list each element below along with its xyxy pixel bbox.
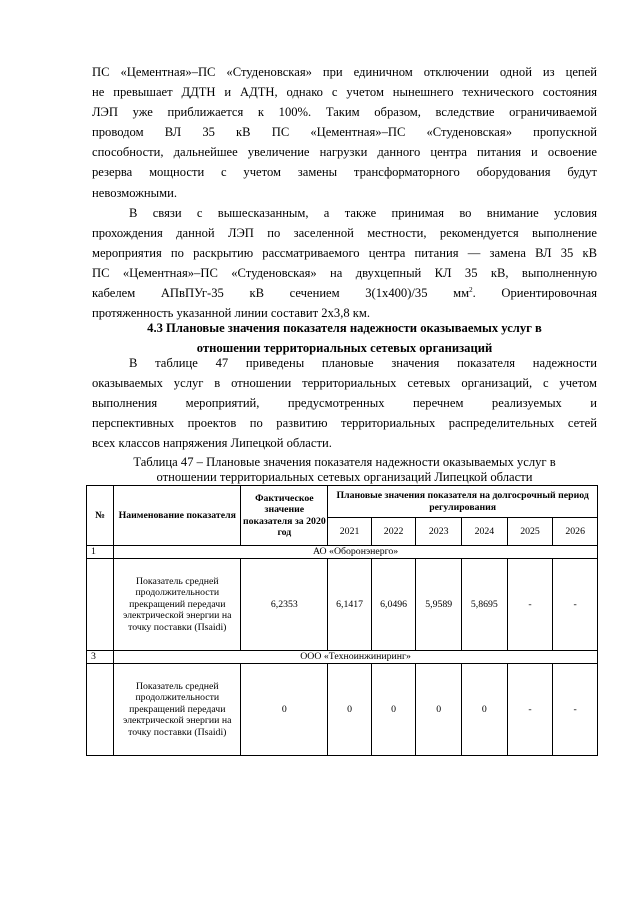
group-row xyxy=(87,651,598,664)
header-name: Наименование показателя xyxy=(114,486,241,546)
planned-value: 6,1417 xyxy=(328,559,371,651)
group-number: 1 xyxy=(87,546,114,559)
text-line: проводом ВЛ 35 кВ ПС «Цементная»–ПС «Студеновская» пропускной xyxy=(92,125,597,140)
text-fragment: кабелем АПвПУг-35 кВ сечением 3(1х400)/35 мм xyxy=(92,286,470,301)
text-line: оказываемых услуг в отношении территориальных сетевых организаций, с учетом xyxy=(92,376,597,391)
text-line: мероприятия по раскрытию рассматриваемого центра питания — замена ВЛ 35 кВ xyxy=(92,246,597,261)
text-line: В таблице 47 приведены плановые значения показателя надежности xyxy=(129,356,597,370)
organization-name: ООО «Техноинжиниринг» xyxy=(114,651,598,664)
text-line: способности, дальнейшее увеличение нагрузки данного центра питания и освоение xyxy=(92,145,597,160)
group-number: 3 xyxy=(87,651,114,664)
text-line: всех классов напряжения Липецкой области. xyxy=(92,436,332,451)
header-year: 2024 xyxy=(462,518,508,546)
table-row xyxy=(87,664,598,756)
planned-value: - xyxy=(553,559,598,651)
header-planned: Плановые значения показателя на долгосрочный период регулирования xyxy=(328,486,598,518)
text-fragment: . Ориентировочная xyxy=(472,286,597,301)
text-line: выполнения мероприятий, предусмотренных перечнем реализуемых и xyxy=(92,396,597,411)
organization-name: АО «Оборонэнерго» xyxy=(114,546,598,559)
header-year: 2022 xyxy=(371,518,416,546)
indicator-name: Показатель средней продолжительности прекращений передачи электрической энергии на точку поставки (Пsaidi) xyxy=(114,559,241,651)
table-row xyxy=(87,559,598,651)
text-line: ЛЭП уже приближается к 100%. Таким образом, вследствие ограничиваемой xyxy=(92,105,597,120)
paragraph-1 xyxy=(92,62,597,203)
section-heading xyxy=(92,318,597,358)
paragraph-2 xyxy=(92,203,597,324)
actual-value: 6,2353 xyxy=(241,559,328,651)
planned-value: 6,0496 xyxy=(371,559,416,651)
caption-line: отношении территориальных сетевых организаций Липецкой области xyxy=(156,469,533,484)
planned-value: - xyxy=(553,664,598,756)
text-line-with-superscript xyxy=(92,283,597,303)
superscript: 2 xyxy=(469,286,473,295)
planned-value: 5,9589 xyxy=(416,559,462,651)
planned-value: - xyxy=(507,559,553,651)
header-year: 2026 xyxy=(553,518,598,546)
header-year: 2021 xyxy=(328,518,371,546)
table-caption xyxy=(92,455,597,484)
planned-value: - xyxy=(507,664,553,756)
text-line: резерва мощности с учетом замены трансформаторного оборудования будут xyxy=(92,165,597,180)
heading-line: отношении территориальных сетевых организаций xyxy=(196,341,493,355)
text-line: перспективных проектов по развитию территориальных распределительных сетей xyxy=(92,416,597,431)
header-year: 2023 xyxy=(416,518,462,546)
planned-value: 0 xyxy=(462,664,508,756)
text-line: ПС «Цементная»–ПС «Студеновская» на двухцепный КЛ 35 кВ, выполненную xyxy=(92,266,597,281)
planned-value: 0 xyxy=(328,664,371,756)
planned-value: 0 xyxy=(371,664,416,756)
actual-value: 0 xyxy=(241,664,328,756)
indicator-name: Показатель средней продолжительности прекращений передачи электрической энергии на точку поставки (Пsaidi) xyxy=(114,664,241,756)
header-row xyxy=(87,486,598,518)
header-year: 2025 xyxy=(507,518,553,546)
text-line: ПС «Цементная»–ПС «Студеновская» при единичном отключении одной из цепей xyxy=(92,65,597,79)
text-line: прохождения данной ЛЭП по заселенной местности, рекомендуется выполнение xyxy=(92,226,597,241)
paragraph-3 xyxy=(92,353,597,453)
cell-empty xyxy=(87,559,114,651)
text-line: не превышает ДДТН и АДТН, однако с учетом нынешнего технического состояния xyxy=(92,85,597,100)
heading-line: 4.3 Плановые значения показателя надежности оказываемых услуг в xyxy=(147,321,542,335)
caption-line: Таблица 47 – Плановые значения показателя надежности оказываемых услуг в xyxy=(133,455,556,469)
group-row xyxy=(87,546,598,559)
planned-value: 0 xyxy=(416,664,462,756)
reliability-table xyxy=(86,485,598,756)
header-num: № xyxy=(87,486,114,546)
text-line: В связи с вышесказанным, а также принимая во внимание условия xyxy=(129,206,597,220)
text-line: невозможными. xyxy=(92,185,177,200)
cell-empty xyxy=(87,664,114,756)
header-actual: Фактическое значение показателя за 2020 год xyxy=(241,486,328,546)
planned-value: 5,8695 xyxy=(462,559,508,651)
text-line: протяженность указанной линии составит 2х3,8 км. xyxy=(92,306,371,321)
